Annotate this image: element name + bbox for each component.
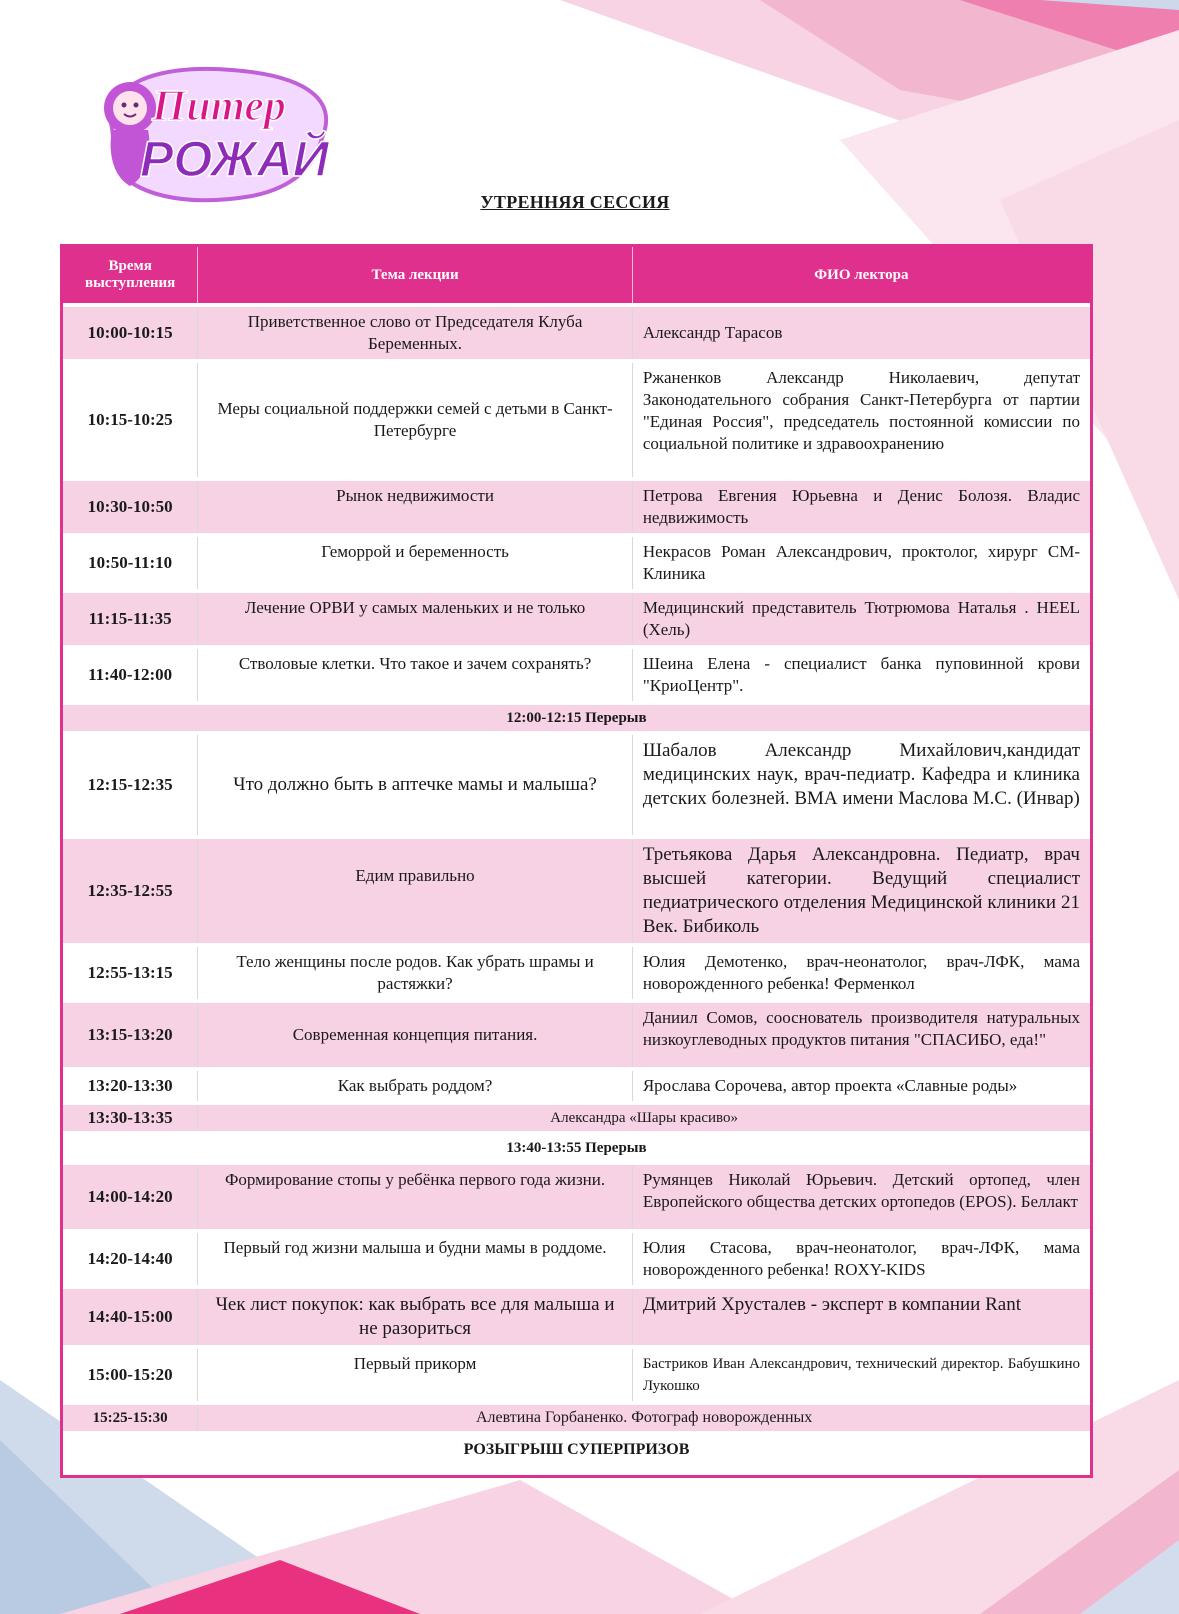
row-merged: Александра «Шары красиво» [198, 1103, 1090, 1133]
row-lecturer: Третьякова Дарья Александровна. Педиатр, врач высшей категории. Ведущий специалист педиатрического отделения Медицинской клиники 21 Век. Бибиколь [632, 837, 1090, 945]
table-row [63, 479, 1090, 535]
row-topic: Современная концепция питания. [198, 1001, 633, 1069]
row-topic: Как выбрать роддом? [198, 1069, 633, 1103]
brand-logo [92, 58, 342, 208]
table-row [63, 1287, 1090, 1347]
row-time: 14:20-14:40 [63, 1231, 198, 1287]
row-time: 10:30-10:50 [63, 479, 198, 535]
break-label: 12:00-12:15 Перерыв [63, 703, 1090, 733]
row-topic: Что должно быть в аптечке мамы и малыша? [198, 733, 633, 837]
table-row [63, 733, 1090, 837]
table-row [63, 647, 1090, 703]
table-row [63, 1347, 1090, 1403]
header-time: Время выступления [63, 247, 198, 305]
header-lecturer: ФИО лектора [632, 247, 1090, 305]
row-time: 10:15-10:25 [63, 361, 198, 479]
row-lecturer: Шабалов Александр Михайлович,кандидат медицинских наук, врач-педиатр. Кафедра и клиника детских болезней. ВМА имени Маслова М.С. (Инвар) [632, 733, 1090, 837]
row-lecturer: Александр Тарасов [632, 305, 1090, 361]
table-row [63, 1163, 1090, 1231]
row-lecturer: Даниил Сомов, сооснователь производителя натуральных низкоуглеводных продуктов питания "СПАСИБО, еда!" [632, 1001, 1090, 1069]
table-row [63, 535, 1090, 591]
row-topic: Лечение ОРВИ у самых маленьких и не только [198, 591, 633, 647]
row-lecturer: Ржаненков Александр Николаевич, депутат Законодательного собрания Санкт-Петербурга от партии "Единая Россия", председатель постоянной комиссии по социальной политике и здравоохранению [632, 361, 1090, 479]
row-time: 12:35-12:55 [63, 837, 198, 945]
row-time: 14:00-14:20 [63, 1163, 198, 1231]
row-time: 15:25-15:30 [63, 1403, 198, 1433]
final-row [63, 1433, 1090, 1475]
header-topic: Тема лекции [198, 247, 633, 305]
row-time: 12:55-13:15 [63, 945, 198, 1001]
row-lecturer: Медицинский представитель Тютрюмова Наталья . HEEL (Хель) [632, 591, 1090, 647]
row-time: 13:15-13:20 [63, 1001, 198, 1069]
row-topic: Рынок недвижимости [198, 479, 633, 535]
table-row [63, 1103, 1090, 1133]
row-topic: Едим правильно [198, 837, 633, 945]
row-lecturer: Юлия Демотенко, врач-неонатолог, врач-ЛФК, мама новорожденного ребенка! Ферменкол [632, 945, 1090, 1001]
table-row [63, 837, 1090, 945]
table-row [63, 591, 1090, 647]
break-row [63, 703, 1090, 733]
row-time: 11:40-12:00 [63, 647, 198, 703]
row-lecturer: Бастриков Иван Александрович, технический директор. Бабушкино Лукошко [632, 1347, 1090, 1403]
row-topic: Первый год жизни малыша и будни мамы в роддоме. [198, 1231, 633, 1287]
row-merged: Алевтина Горбаненко. Фотограф новорожденных [198, 1403, 1090, 1433]
row-lecturer: Шеина Елена - специалист банка пуповинной крови "КриоЦентр". [632, 647, 1090, 703]
row-topic: Приветственное слово от Председателя Клуба Беременных. [198, 305, 633, 361]
row-topic: Формирование стопы у ребёнка первого года жизни. [198, 1163, 633, 1231]
table-row [63, 305, 1090, 361]
row-topic: Тело женщины после родов. Как убрать шрамы и растяжки? [198, 945, 633, 1001]
row-lecturer: Петрова Евгения Юрьевна и Денис Болозя. Владис недвижимость [632, 479, 1090, 535]
row-time: 10:50-11:10 [63, 535, 198, 591]
break-row [63, 1133, 1090, 1163]
row-time: 13:20-13:30 [63, 1069, 198, 1103]
row-topic: Первый прикорм [198, 1347, 633, 1403]
row-topic: Чек лист покупок: как выбрать все для малыша и не разориться [198, 1287, 633, 1347]
logo-line2: РОЖАЙ [140, 131, 329, 187]
row-time: 14:40-15:00 [63, 1287, 198, 1347]
row-time: 12:15-12:35 [63, 733, 198, 837]
row-time: 10:00-10:15 [63, 305, 198, 361]
row-time: 13:30-13:35 [63, 1103, 198, 1133]
row-topic: Геморрой и беременность [198, 535, 633, 591]
row-topic: Стволовые клетки. Что такое и зачем сохранять? [198, 647, 633, 703]
prize-draw-label: РОЗЫГРЫШ СУПЕРПРИЗОВ [63, 1433, 1090, 1475]
logo-line1: Питер [152, 81, 286, 130]
row-lecturer: Румянцев Николай Юрьевич. Детский ортопед, член Европейского общества детских ортопедов (EPOS). Беллакт [632, 1163, 1090, 1231]
table-row [63, 1069, 1090, 1103]
table-row [63, 1403, 1090, 1433]
session-title: УТРЕННЯЯ СЕССИЯ [480, 192, 670, 212]
table-row [63, 361, 1090, 479]
break-label: 13:40-13:55 Перерыв [63, 1133, 1090, 1163]
table-header-row [63, 247, 1090, 305]
table-row [63, 945, 1090, 1001]
row-time: 15:00-15:20 [63, 1347, 198, 1403]
row-topic: Меры социальной поддержки семей с детьми в Санкт-Петербурге [198, 361, 633, 479]
row-lecturer: Юлия Стасова, врач-неонатолог, врач-ЛФК, мама новорожденного ребенка! ROXY-KIDS [632, 1231, 1090, 1287]
row-lecturer: Некрасов Роман Александрович, проктолог, хирург СМ-Клиника [632, 535, 1090, 591]
schedule-table [60, 244, 1093, 1478]
table-row [63, 1231, 1090, 1287]
row-lecturer: Ярослава Сорочева, автор проекта «Славные роды» [632, 1069, 1090, 1103]
table-row [63, 1001, 1090, 1069]
row-lecturer: Дмитрий Хрусталев - эксперт в компании Rant [632, 1287, 1090, 1347]
row-time: 11:15-11:35 [63, 591, 198, 647]
